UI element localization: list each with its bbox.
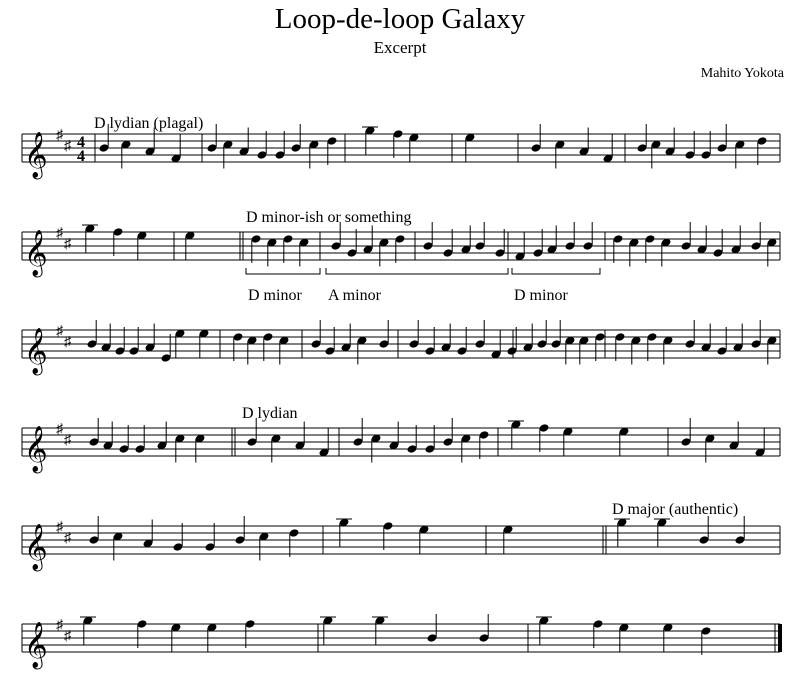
composer-name: Mahito Yokota [700,66,784,81]
svg-text:♯: ♯ [56,128,63,143]
annotation-d-major-authentic: D major (authentic) [612,501,739,518]
svg-text:♯: ♯ [56,422,63,437]
svg-text:♯: ♯ [64,335,71,350]
time-signature-denominator: 4 [77,148,85,165]
svg-text:𝄞: 𝄞 [24,524,48,569]
svg-text:𝄞: 𝄞 [24,230,48,275]
svg-text:𝄞: 𝄞 [24,426,48,471]
svg-text:𝄞: 𝄞 [24,328,48,373]
annotation-d-minor-ish: D minor-ish or something [246,209,412,226]
page-subtitle: Excerpt [373,38,427,57]
page-title: Loop-de-loop Galaxy [274,3,526,35]
svg-text:♯: ♯ [56,324,63,339]
svg-text:𝄞: 𝄞 [24,132,48,177]
svg-text:♯: ♯ [64,433,71,448]
svg-text:♯: ♯ [64,139,71,154]
svg-text:♯: ♯ [64,237,71,252]
svg-text:♯: ♯ [64,629,71,644]
notes [80,124,777,655]
svg-text:♯: ♯ [64,531,71,546]
annotation-d-minor-2: D minor [514,287,568,304]
time-signature-numerator: 4 [77,134,85,151]
svg-text:♯: ♯ [56,520,63,535]
svg-text:𝄞: 𝄞 [24,622,48,667]
annotation-d-minor-1: D minor [248,287,302,304]
annotation-a-minor: A minor [328,287,381,304]
annotation-d-lydian-plagal: D lydian (plagal) [94,115,204,132]
annotation-d-lydian: D lydian [242,405,298,422]
svg-text:♯: ♯ [56,618,63,633]
svg-text:♯: ♯ [56,226,63,241]
